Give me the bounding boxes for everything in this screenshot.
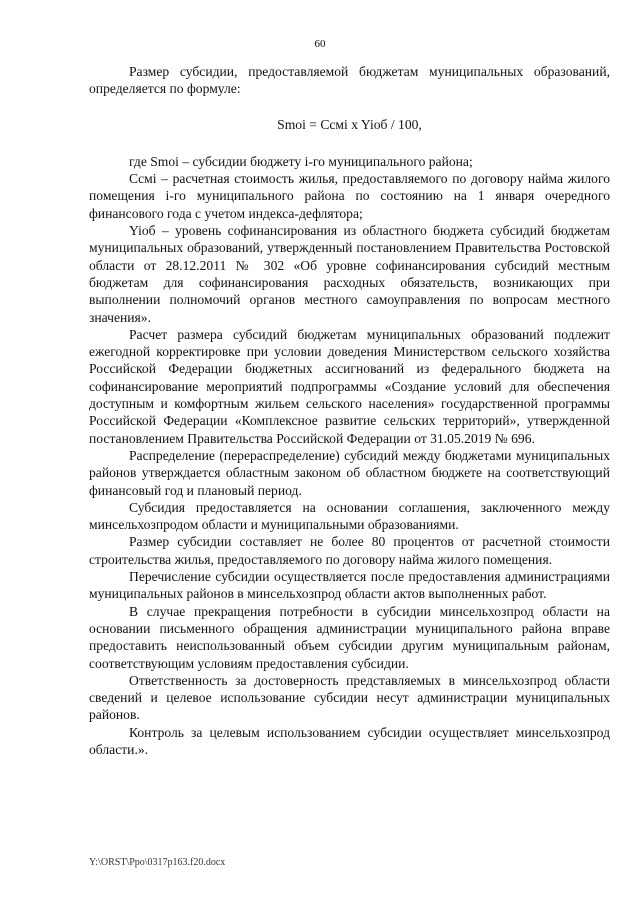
- paragraph-distribution: Распределение (перераспределение) субсидий между бюджетами муниципальных районов утверждается областным законом об областном бюджете на соответствующий финансовый год и плановый период.: [89, 447, 610, 498]
- paragraph-where-smoi: где Smoi – субсидии бюджету i-го муниципального района;: [129, 153, 473, 169]
- paragraph-control: Контроль за целевым использованием субсидии осуществляет минсельхозпрод области.».: [89, 724, 610, 757]
- page-number: 60: [314, 38, 326, 50]
- paragraph-agreement: Субсидия предоставляется на основании соглашения, заключенного между минсельхозпродом области и муниципальными образованиями.: [89, 499, 610, 533]
- paragraph-calculation-adjustment: Расчет размера субсидий бюджетам муниципальных образований подлежит ежегодной корректировке при условии доведения Министерством сельского хозяйства Российской Федерации бюджетных ассигнований из федерального бюджета на софинансирование мероприятий подпрограммы «Создание условий для обеспечения доступным и комфортным жильем сельского населения» государственной программы Российской Федерации «Комплексное развитие сельских территорий», утвержденной постановлением Правительства Российской Федерации от 31.05.2019 № 696.: [89, 326, 610, 446]
- paragraph-reallocation: В случае прекращения потребности в субсидии минсельхозпрод области на основании письменного обращения администрации муниципального района вправе предоставить неиспользованный объем субсидии другим муниципальным районам, соответствующим условиям предоставления субсидии.: [89, 603, 610, 671]
- paragraph-yiob-definition: Yioб – уровень софинансирования из областного бюджета субсидий бюджетам муниципальных образований, утвержденный постановлением Правительства Ростовской области от 28.12.2011 № 302 «Об уровне софинансирования субсидий местным бюджетам для софинансирования расходных обязательств, возникающих при выполнении полномочий органов местного самоуправления по вопросам местного значения».: [89, 223, 610, 325]
- paragraph-subsidy-size-intro: Размер субсидии, предоставляемой бюджетам муниципальных образований, определяется по формуле:: [89, 64, 610, 97]
- footer-file-path: Y:\ORST\Ppo\0317p163.f20.docx: [89, 857, 226, 868]
- paragraph-max-percent: Размер субсидии составляет не более 80 процентов от расчетной стоимости строительства жилья, предоставляемого по договору найма жилого помещения.: [89, 534, 610, 567]
- formula: Smoi = Ccмi x Yioб / 100,: [277, 116, 422, 132]
- document-body: [89, 63, 610, 758]
- paragraph-responsibility: Ответственность за достоверность представляемых в минсельхозпрод области сведений и целевое использование субсидии несут администрации муниципальных районов.: [89, 672, 610, 723]
- paragraph-csmi-definition: Ccмi – расчетная стоимость жилья, предоставляемого по договору найма жилого помещения i-го муниципального района по состоянию на 1 января очередного финансового года с учетом индекса-дефлятора;: [89, 171, 610, 221]
- paragraph-transfer: Перечисление субсидии осуществляется после предоставления администрациями муниципальных районов в минсельхозпрод области актов выполненных работ.: [89, 569, 610, 602]
